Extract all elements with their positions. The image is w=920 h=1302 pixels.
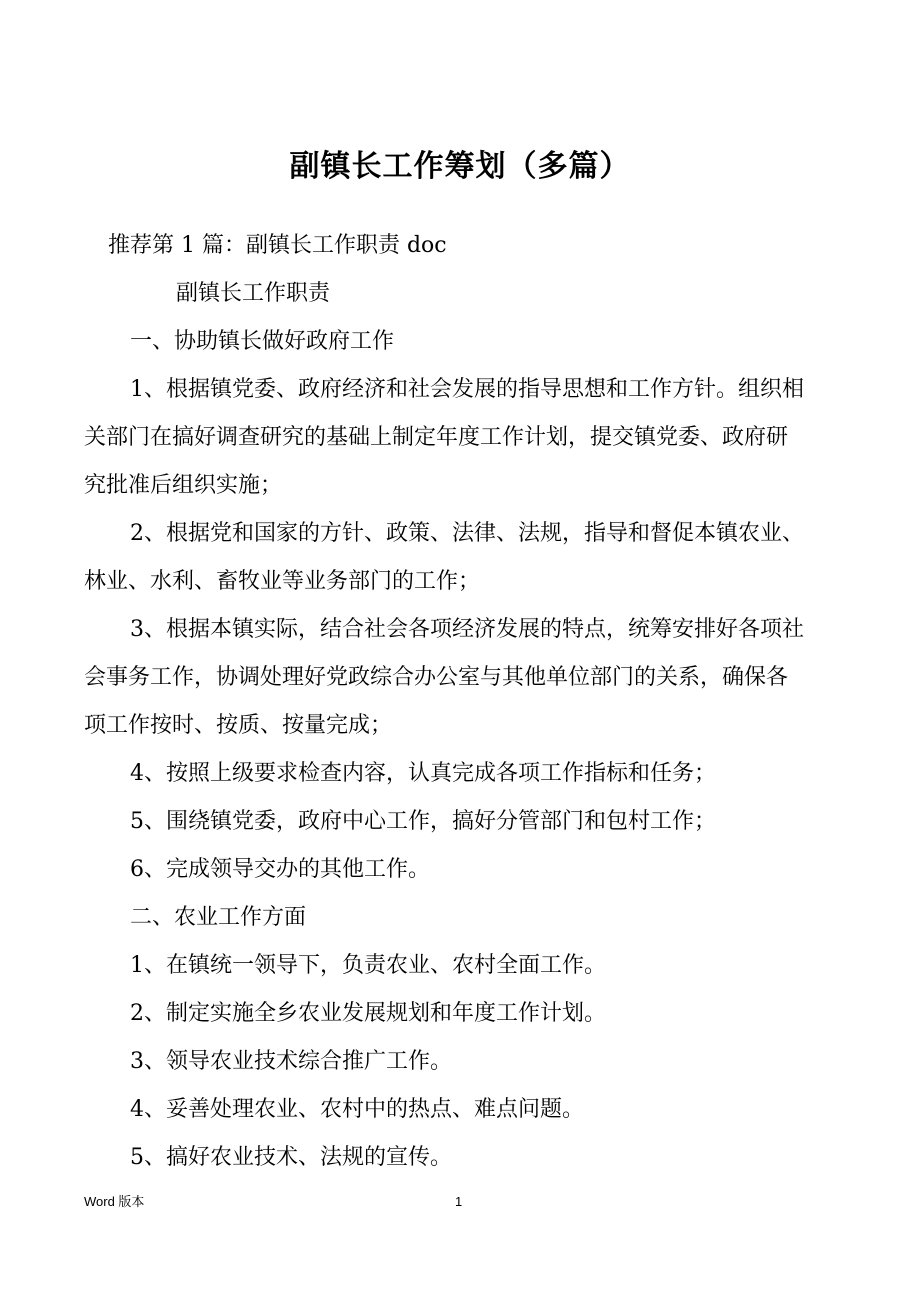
paragraph-line: 6、完成领导交办的其他工作。 [130,857,430,882]
paragraph-line: 究批准后组织实施； [84,473,283,498]
paragraph-line: 关部门在搞好调查研究的基础上制定年度工作计划，提交镇党委、政府研 [84,425,789,450]
footer-version-label: Word 版本 [84,1194,145,1209]
paragraph-line: 3、领导农业技术综合推广工作。 [130,1049,452,1074]
paragraph-line: 5、搞好农业技术、法规的宣传。 [130,1145,452,1170]
paragraph-line: 4、妥善处理农业、农村中的热点、难点问题。 [130,1097,584,1122]
paragraph-line: 会事务工作，协调处理好党政综合办公室与其他单位部门的关系，确保各 [84,665,789,690]
paragraph-line: 2、根据党和国家的方针、政策、法律、法规，指导和督促本镇农业、 [130,521,804,546]
footer-page-number: 1 [455,1194,463,1209]
paragraph-line: 3、根据本镇实际，结合社会各项经济发展的特点，统筹安排好各项社 [130,617,804,642]
paragraph-line: 4、按照上级要求检查内容，认真完成各项工作指标和任务； [130,761,716,786]
section-heading-1: 一、协助镇长做好政府工作 [130,329,395,354]
paragraph-line: 林业、水利、畜牧业等业务部门的工作； [84,569,481,594]
paragraph-line: 1、根据镇党委、政府经济和社会发展的指导思想和工作方针。组织相 [130,377,804,402]
section-heading-2: 二、农业工作方面 [130,905,307,930]
paragraph-line: 1、在镇统一领导下，负责农业、农村全面工作。 [130,953,606,978]
paragraph-line: 2、制定实施全乡农业发展规划和年度工作计划。 [130,1001,606,1026]
document-title: 副镇长工作筹划（多篇） [289,149,631,184]
paragraph-line: 项工作按时、按质、按量完成； [84,713,393,738]
recommend-heading: 推荐第 1 篇：副镇长工作职责 doc [108,233,447,258]
section-subtitle: 副镇长工作职责 [176,281,331,306]
paragraph-line: 5、围绕镇党委，政府中心工作，搞好分管部门和包村工作； [130,809,716,834]
